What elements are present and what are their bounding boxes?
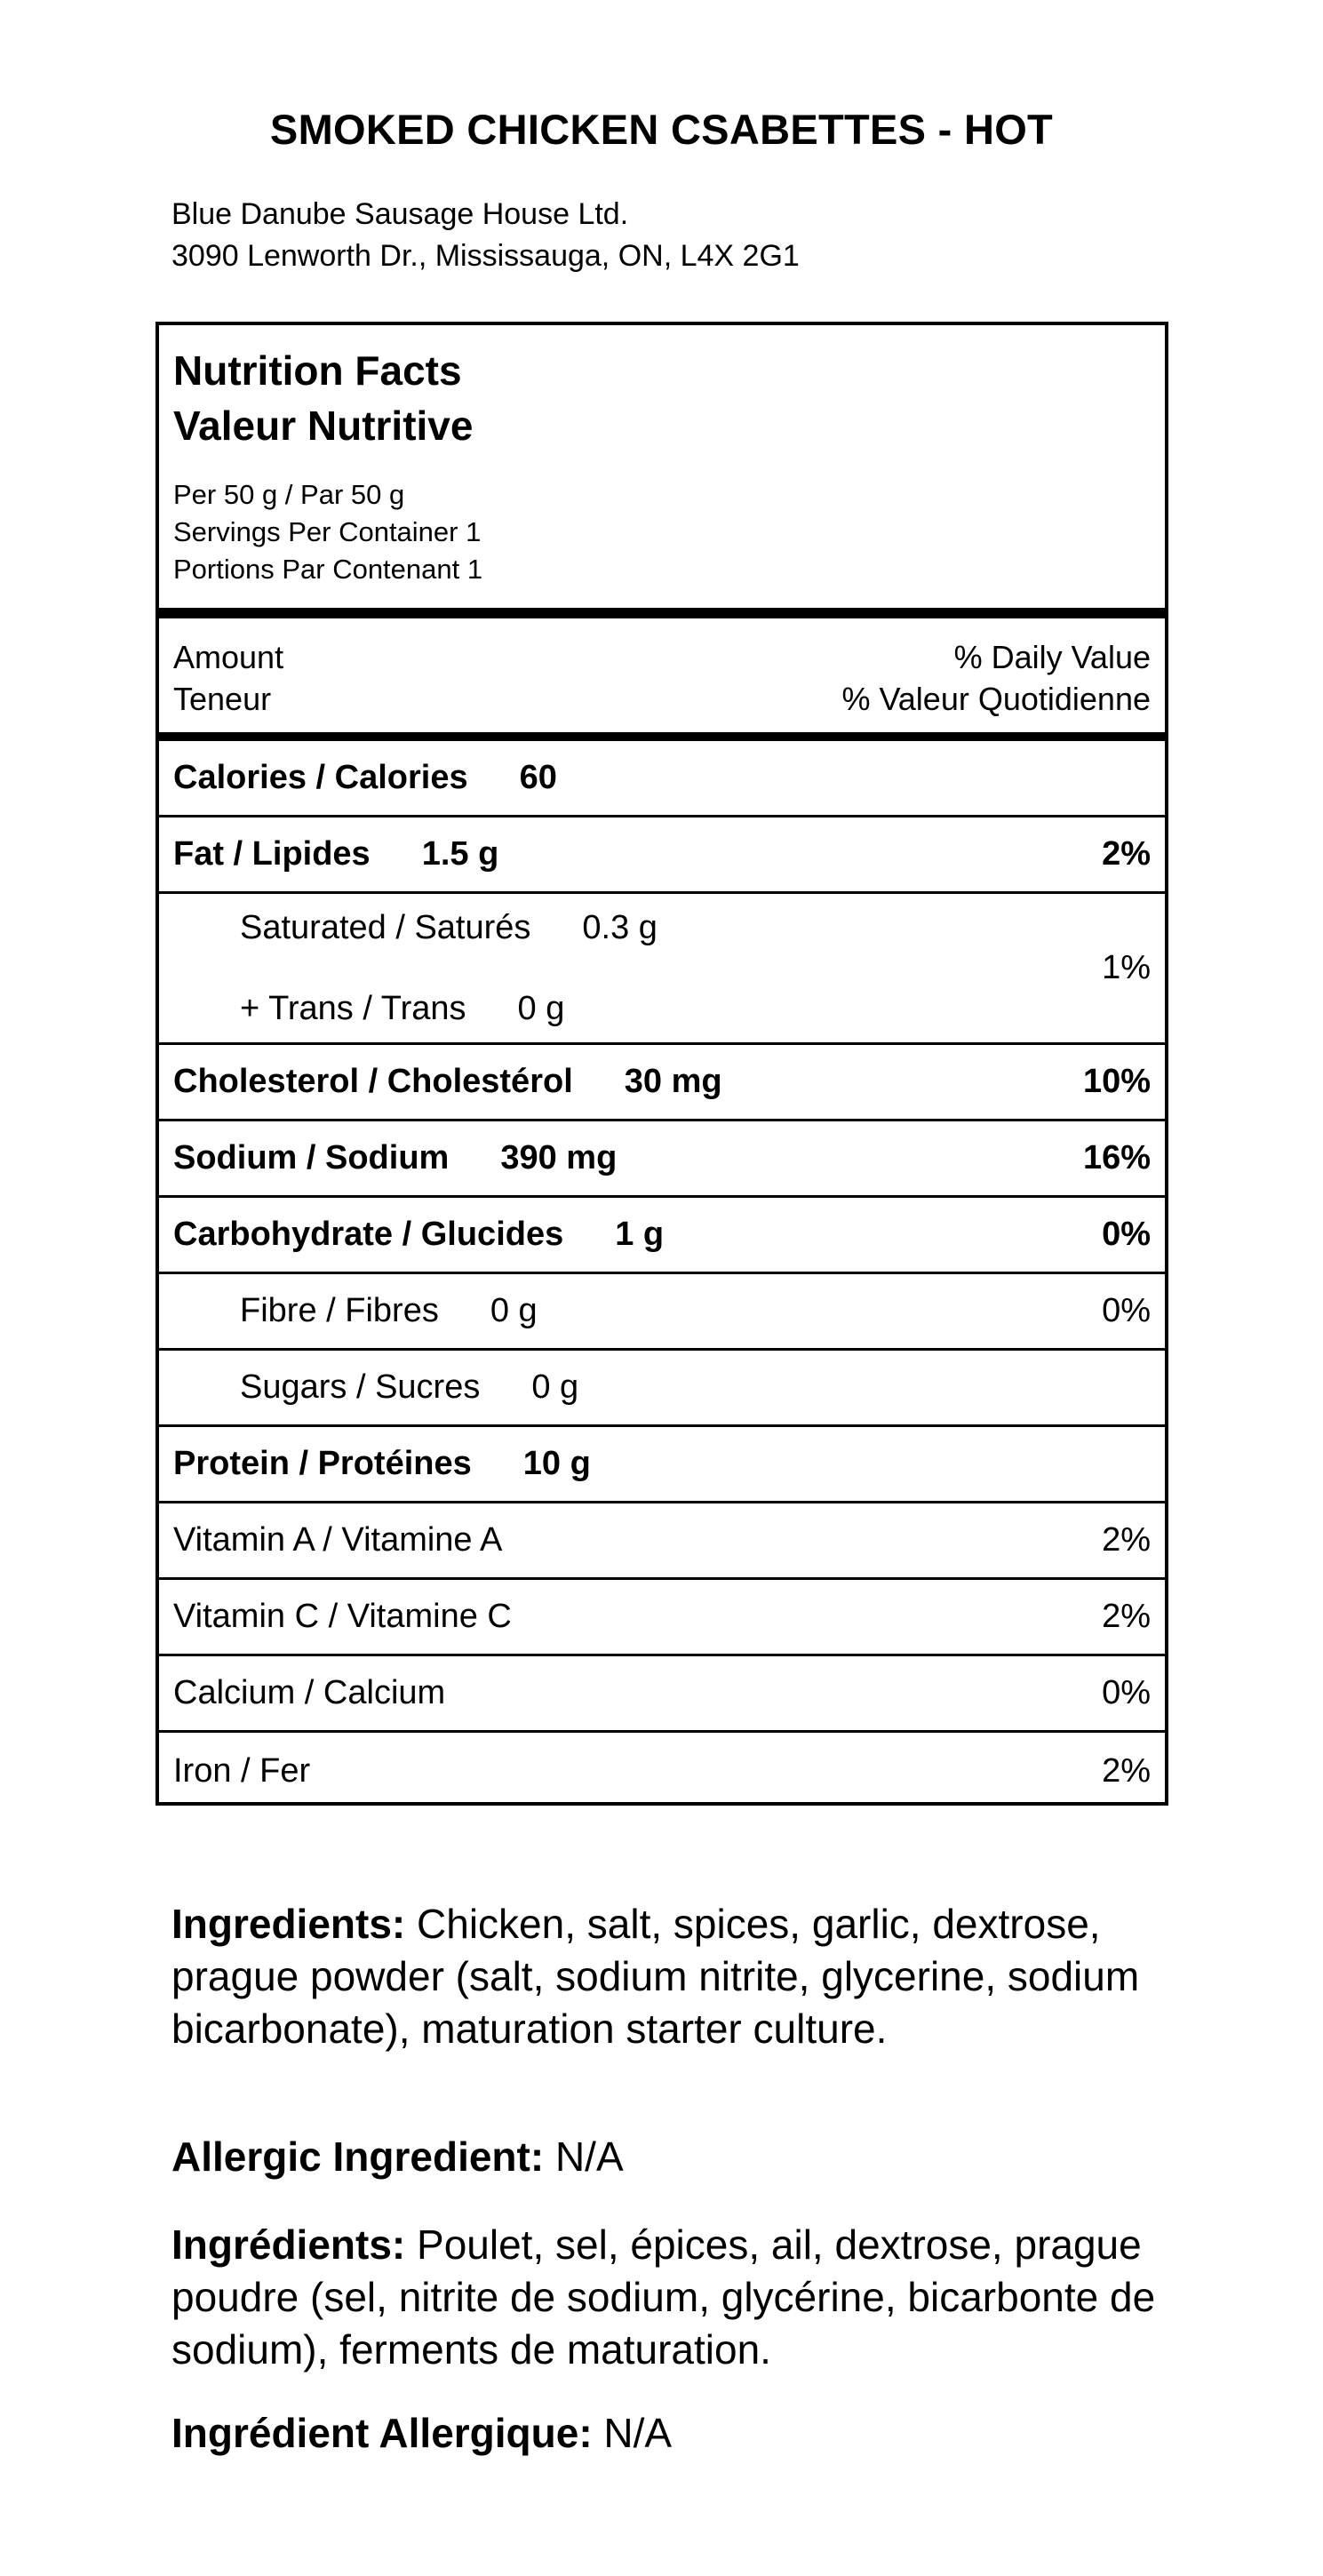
protein-row — [159, 1427, 1165, 1503]
nutrition-title-en: Nutrition Facts — [173, 347, 462, 394]
fat-row — [159, 817, 1165, 894]
calcium-row — [159, 1656, 1165, 1733]
serving-info — [173, 476, 1165, 588]
ingredients-fr-label: Ingrédients: — [171, 2221, 406, 2268]
nutrient-label: Carbohydrate / Glucides — [173, 1216, 564, 1253]
sugars-row — [159, 1351, 1165, 1427]
iron-row — [159, 1733, 1165, 1809]
vitamin-c-row — [159, 1580, 1165, 1656]
nutrient-label: Cholesterol / Cholestérol — [173, 1063, 573, 1100]
daily-value-label-fr: % Valeur Quotidienne — [841, 681, 1151, 717]
trans-line — [240, 990, 658, 1028]
amount-header-row — [159, 618, 1165, 732]
nutrient-daily-value: 1% — [1102, 949, 1151, 986]
nutrient-amount: 60 — [519, 759, 557, 796]
saturated-line — [240, 909, 658, 947]
nutrition-header — [159, 325, 1165, 608]
ingredients-en-text: Chicken, salt, spices, garlic, dextrose, prague powder (salt, sodium nitrite, glycerine, sodium bicarbonate), maturation starter culture. — [171, 1901, 1140, 2052]
servings-per-container-en: Servings Per Container 1 — [173, 516, 482, 547]
nutrient-daily-value: 2% — [1102, 835, 1151, 873]
nutrient-label: Vitamin A / Vitamine A — [173, 1521, 503, 1559]
product-title: SMOKED CHICKEN CSABETTES - HOT — [269, 106, 1054, 153]
ingredients-en-label: Ingredients: — [171, 1901, 406, 1947]
nutrient-amount: 390 mg — [500, 1139, 618, 1176]
allergen-fr — [171, 2407, 1184, 2460]
sodium-row — [159, 1121, 1165, 1198]
nutrition-title-fr: Valeur Nutritive — [173, 403, 474, 449]
amount-label-en: Amount — [173, 639, 284, 675]
carbohydrate-row — [159, 1198, 1165, 1274]
cholesterol-row — [159, 1045, 1165, 1121]
nutrient-amount: 0 g — [490, 1292, 538, 1329]
nutrient-daily-value: 0% — [1102, 1292, 1151, 1329]
allergen-en-label: Allergic Ingredient: — [171, 2133, 545, 2180]
daily-value-label-en: % Daily Value — [953, 639, 1151, 675]
nutrient-label: Calcium / Calcium — [173, 1674, 446, 1711]
nutrient-amount: 1 g — [615, 1216, 665, 1253]
nutrient-label: Fat / Lipides — [173, 835, 371, 873]
nutrient-label: Fibre / Fibres — [240, 1292, 439, 1329]
nutrient-amount: 10 g — [522, 1445, 591, 1482]
company-address: 3090 Lenworth Dr., Mississauga, ON, L4X 2G1 — [171, 239, 800, 273]
nutrient-amount: 1.5 g — [421, 835, 499, 873]
nutrient-daily-value: 2% — [1102, 1521, 1151, 1559]
nutrient-label: Vitamin C / Vitamine C — [173, 1598, 512, 1635]
ingredients-fr-text: Poulet, sel, épices, ail, dextrose, prague poudre (sel, nitrite de sodium, glycérine, bicarbonte de sodium), ferments de maturation. — [171, 2221, 1156, 2373]
serving-size: Per 50 g / Par 50 g — [173, 479, 405, 510]
nutrient-daily-value: 0% — [1102, 1674, 1151, 1711]
nutrient-daily-value: 2% — [1102, 1598, 1151, 1635]
vitamin-a-row — [159, 1503, 1165, 1580]
nutrient-daily-value: 2% — [1102, 1751, 1151, 1790]
nutrient-daily-value: 10% — [1082, 1063, 1151, 1100]
saturated-trans-row — [159, 894, 1165, 1045]
allergen-en — [171, 2131, 1184, 2183]
nutrient-label: Iron / Fer — [173, 1751, 311, 1790]
allergen-fr-text: N/A — [592, 2410, 673, 2456]
nutrient-amount: 0 g — [517, 989, 565, 1027]
thick-divider — [159, 608, 1165, 618]
ingredients-fr — [171, 2219, 1184, 2376]
nutrient-label: Protein / Protéines — [173, 1445, 472, 1482]
nutrient-amount: 0 g — [531, 1368, 579, 1406]
nutrient-daily-value: 16% — [1082, 1139, 1151, 1176]
servings-per-container-fr: Portions Par Contenant 1 — [173, 554, 483, 585]
nutrient-label: Saturated / Saturés — [240, 908, 531, 946]
amount-label-fr: Teneur — [173, 681, 272, 717]
nutrient-label: Calories / Calories — [173, 759, 468, 796]
nutrient-amount: 0.3 g — [582, 908, 658, 946]
allergen-fr-label: Ingrédient Allergique: — [171, 2410, 593, 2456]
ingredients-en — [171, 1898, 1184, 2055]
nutrition-facts-panel — [155, 322, 1168, 1806]
nutrient-label: Sugars / Sucres — [240, 1368, 481, 1406]
nutrient-amount: 30 mg — [624, 1063, 722, 1100]
company-info — [171, 194, 800, 277]
company-name: Blue Danube Sausage House Ltd. — [171, 197, 629, 231]
fibre-row — [159, 1274, 1165, 1351]
medium-divider — [159, 732, 1165, 741]
allergen-en-text: N/A — [544, 2133, 624, 2180]
nutrient-daily-value: 0% — [1102, 1216, 1151, 1253]
nutrient-label: Sodium / Sodium — [173, 1139, 450, 1176]
nutrient-label: + Trans / Trans — [240, 989, 466, 1027]
calories-row — [159, 741, 1165, 817]
